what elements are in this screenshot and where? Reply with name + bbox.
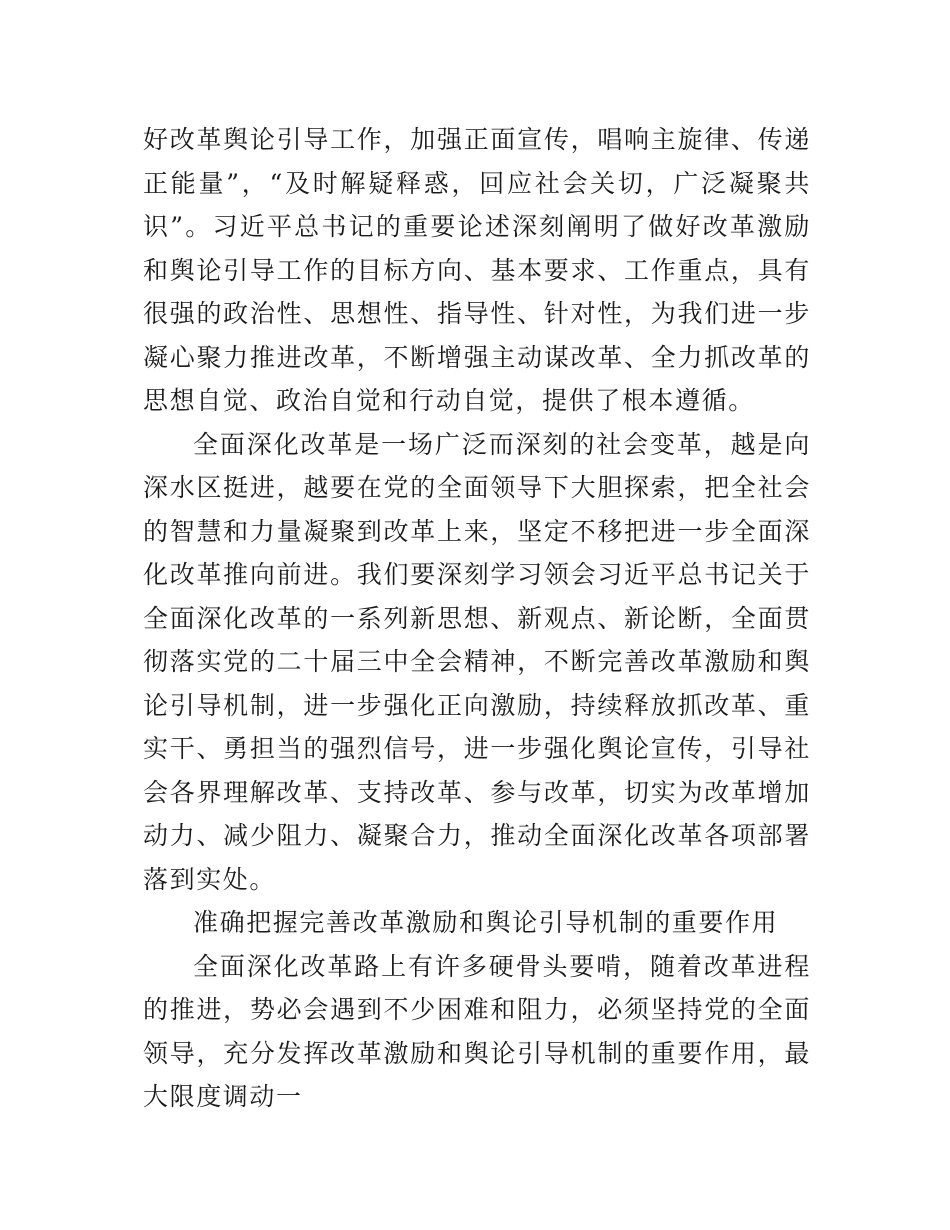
section-heading: 准确把握完善改革激励和舆论引导机制的重要作用 — [193, 908, 779, 937]
paragraph-body-2: 全面深化改革路上有许多硬骨头要啃，随着改革进程的推进，势必会遇到不少困难和阻力，必须坚持党的全面领导，充分发挥改革激励和舆论引导机制的重要作用，最大限度调动一 — [143, 951, 811, 1111]
paragraph-continuation: 好改革舆论引导工作，加强正面宣传，唱响主旋律、传递正能量”，“及时解疑释惑，回应社会关切，广泛凝聚共识”。习近平总书记的重要论述深刻阐明了做好改革激励和舆论引导工作的目标方向、基本要求、工作重点，具有很强的政治性、思想性、指导性、针对性，为我们进一步凝心聚力推进改革，不断增强主动谋改革、全力抓改革的思想自觉、政治自觉和行动自觉，提供了根本遵循。 — [143, 125, 811, 415]
document-body — [143, 118, 811, 1119]
paragraph-body-1: 全面深化改革是一场广泛而深刻的社会变革，越是向深水区挺进，越要在党的全面领导下大胆探索，把全社会的智慧和力量凝聚到改革上来，坚定不移把进一步全面深化改革推向前进。我们要深刻学习领会习近平总书记关于全面深化改革的一系列新思想、新观点、新论断，全面贯彻落实党的二十届三中全会精神，不断完善改革激励和舆论引导机制，进一步强化正向激励，持续释放抓改革、重实干、勇担当的强烈信号，进一步强化舆论宣传，引导社会各界理解改革、支持改革、参与改革，切实为改革增加动力、减少阻力、凝聚合力，推动全面深化改革各项部署落到实处。 — [143, 429, 811, 894]
